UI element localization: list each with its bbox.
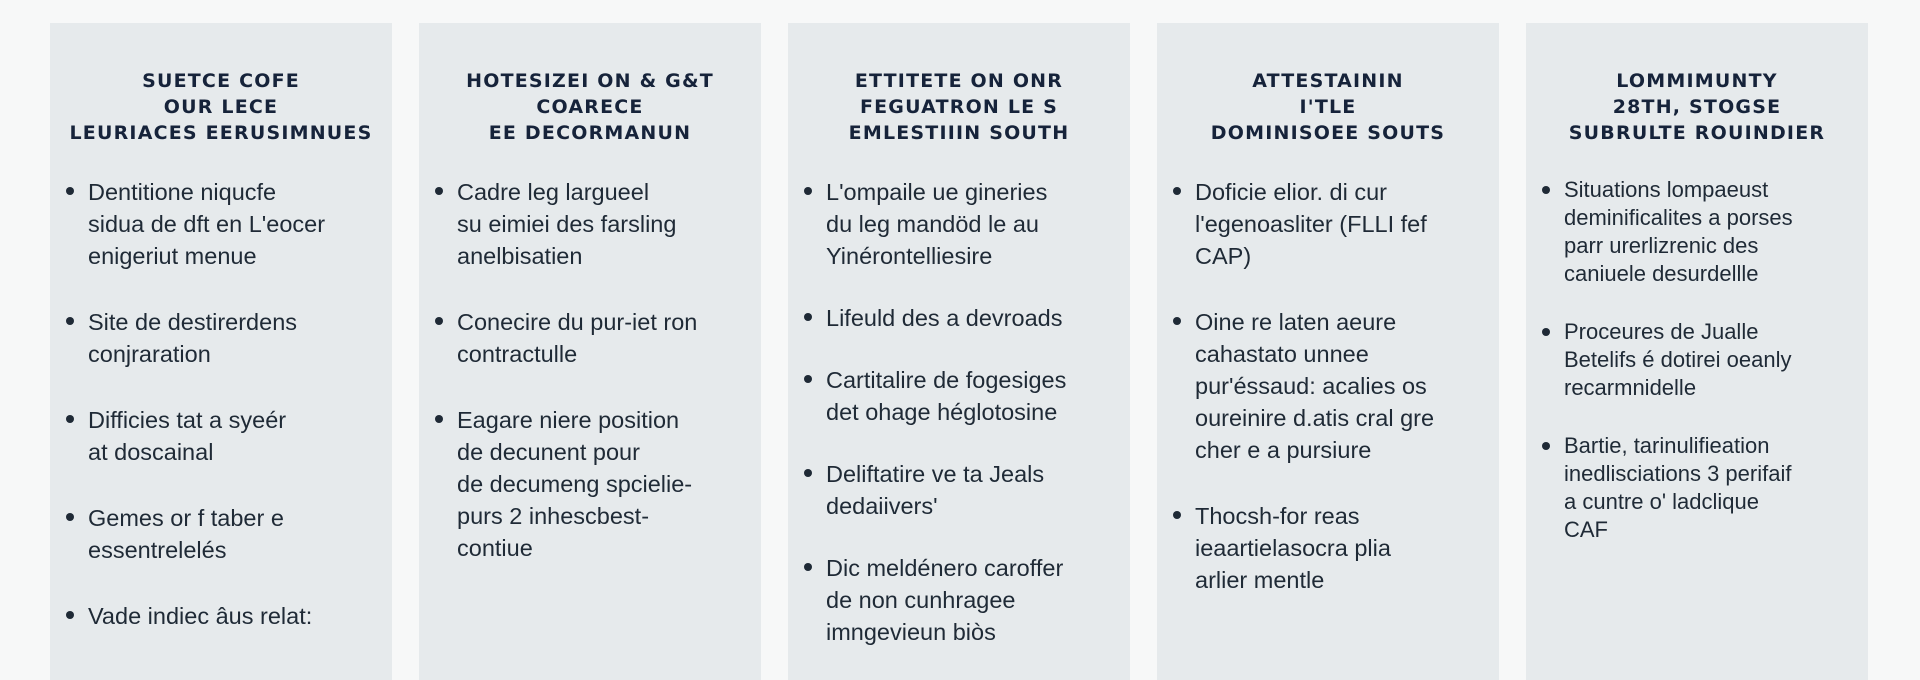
- item-text: Difficies tat a syeér: [88, 407, 287, 433]
- item-text: det ohage héglotosine: [826, 399, 1058, 425]
- item-text: at doscainal: [88, 439, 214, 465]
- list-item: [1173, 176, 1483, 272]
- heading-line: LEURIACES EERUSIMNUES: [69, 122, 373, 144]
- list-item: [1542, 318, 1852, 402]
- item-text: su eimiei des farsling: [457, 211, 677, 237]
- column-2: [419, 23, 761, 680]
- list-item: [804, 302, 1114, 334]
- item-text: contractulle: [457, 341, 578, 367]
- item-text: oureinire d.atis cral gre: [1195, 405, 1435, 431]
- item-text: caniuele desurdellle: [1564, 261, 1759, 286]
- item-text: ieaartiеlasocra plia: [1195, 535, 1391, 561]
- bullet-dot-icon: [1173, 317, 1181, 325]
- columns-container: [50, 23, 1866, 680]
- bullet-dot-icon: [804, 375, 812, 383]
- list-item: [804, 176, 1114, 272]
- heading-line: OUR LECE: [163, 96, 279, 118]
- item-text: contiue: [457, 535, 533, 561]
- column-5: [1526, 23, 1868, 680]
- list-item: [66, 306, 376, 370]
- item-text: L'ompaile ue gineries: [826, 179, 1048, 205]
- bullet-dot-icon: [804, 563, 812, 571]
- heading-line: SUETCE COFE: [142, 70, 300, 92]
- bullet-list: [1542, 176, 1852, 544]
- item-text: purs 2 inhescbest-: [457, 503, 650, 529]
- item-text: parr urerlizrenic des: [1564, 233, 1759, 258]
- item-text: conjraration: [88, 341, 211, 367]
- item-text: imngevieun biòs: [826, 619, 996, 645]
- item-text: Lifeuld des a devroads: [826, 305, 1063, 331]
- heading-line: HOTESIZEI ON & G&T: [466, 70, 714, 92]
- heading-line: COARECE: [536, 96, 644, 118]
- item-text: l'egenoasliter (FLLI fef: [1195, 211, 1427, 237]
- heading-line: EMLESTIIIN SOUTH: [848, 122, 1070, 144]
- bullet-dot-icon: [1542, 186, 1550, 194]
- heading-line: I'TLE: [1299, 96, 1357, 118]
- list-item: [1173, 306, 1483, 466]
- item-text: Deliftatire ve ta Jeals: [826, 461, 1045, 487]
- item-text: de non cunhragee: [826, 587, 1016, 613]
- list-item: [804, 458, 1114, 522]
- heading-line: SUBRULTE ROUINDIER: [1568, 122, 1826, 144]
- item-text: Yinérontelliesire: [826, 243, 993, 269]
- bullet-dot-icon: [435, 415, 443, 423]
- item-text: Betelifs é dotirei oeanly: [1564, 347, 1792, 372]
- heading-line: EE DECORMANUN: [488, 122, 692, 144]
- column-4: [1157, 23, 1499, 680]
- heading-line: ETTITETE ON ONR: [854, 70, 1064, 92]
- list-item: [66, 502, 376, 566]
- heading-line: LOMMIMUNTY: [1616, 70, 1778, 92]
- item-text: Site de destirerdens: [88, 309, 298, 335]
- item-text: enigeriut menue: [88, 243, 257, 269]
- item-text: arlier mentle: [1195, 567, 1325, 593]
- item-text: Bartie, tarinulifieation: [1564, 433, 1770, 458]
- item-text: Gemes or f taber e: [88, 505, 284, 531]
- item-text: cahastato unnee: [1195, 341, 1369, 367]
- bullet-list: [1173, 176, 1483, 596]
- item-text: sidua de dft en L'eocer: [88, 211, 326, 237]
- item-text: CAP): [1195, 243, 1252, 269]
- bullet-dot-icon: [804, 313, 812, 321]
- item-text: Vade indiec âus relat:: [88, 603, 313, 629]
- item-text: Eagare niere position: [457, 407, 680, 433]
- bullet-dot-icon: [1542, 328, 1550, 336]
- list-item: [1542, 432, 1852, 544]
- column-heading: [804, 68, 1114, 146]
- bullet-dot-icon: [66, 611, 74, 619]
- list-item: [66, 600, 376, 632]
- item-text: Conecire du pur-iet ron: [457, 309, 698, 335]
- list-item: [804, 364, 1114, 428]
- list-item: [66, 404, 376, 468]
- item-text: Cartitalire de fogesiges: [826, 367, 1067, 393]
- bullet-dot-icon: [66, 187, 74, 195]
- bullet-dot-icon: [66, 415, 74, 423]
- item-text: Oine re laten aeure: [1195, 309, 1397, 335]
- bullet-list: [435, 176, 745, 564]
- item-text: inedlisciations 3 perifaif: [1564, 461, 1792, 486]
- bullet-list: [804, 176, 1114, 648]
- item-text: essentrelelés: [88, 537, 227, 563]
- column-1: [50, 23, 392, 680]
- item-text: de decumeng spcielie-: [457, 471, 693, 497]
- list-item: [435, 404, 745, 564]
- item-text: deminificalites a porses: [1564, 205, 1793, 230]
- list-item: [1173, 500, 1483, 596]
- item-text: du leg mandöd le au: [826, 211, 1039, 237]
- bullet-dot-icon: [435, 187, 443, 195]
- heading-line: 28TH, STOGSE: [1612, 96, 1782, 118]
- item-text: a cuntre o' ladclique: [1564, 489, 1759, 514]
- bullet-dot-icon: [435, 317, 443, 325]
- item-text: anelbisatien: [457, 243, 583, 269]
- item-text: Dic meldénero caroffer: [826, 555, 1064, 581]
- list-item: [804, 552, 1114, 648]
- item-text: de decunent pour: [457, 439, 640, 465]
- column-heading: [435, 68, 745, 146]
- item-text: Proceures de Jualle: [1564, 319, 1759, 344]
- bullet-dot-icon: [66, 317, 74, 325]
- heading-line: ATTESTAININ: [1252, 70, 1404, 92]
- bullet-dot-icon: [66, 513, 74, 521]
- bullet-dot-icon: [1173, 187, 1181, 195]
- item-text: Situations lompaeust: [1564, 177, 1769, 202]
- list-item: [66, 176, 376, 272]
- heading-line: FEGUATRON LE S: [859, 96, 1059, 118]
- item-text: cher e a pursiure: [1195, 437, 1372, 463]
- bullet-dot-icon: [804, 469, 812, 477]
- column-heading: [66, 68, 376, 146]
- list-item: [1542, 176, 1852, 288]
- item-text: Dentitione niqucfe: [88, 179, 277, 205]
- column-heading: [1173, 68, 1483, 146]
- heading-line: DOMINISOEE SOUTS: [1210, 122, 1446, 144]
- bullet-list: [66, 176, 376, 632]
- item-text: Doficie elior. di cur: [1195, 179, 1387, 205]
- column-3: [788, 23, 1130, 680]
- column-heading: [1542, 68, 1852, 146]
- item-text: Thocsh-for reas: [1195, 503, 1360, 529]
- item-text: dedaiivers': [826, 493, 938, 519]
- bullet-dot-icon: [804, 187, 812, 195]
- item-text: recarmnidelle: [1564, 375, 1697, 400]
- item-text: pur'éssaud: acalies os: [1195, 373, 1427, 399]
- list-item: [435, 176, 745, 272]
- bullet-dot-icon: [1173, 511, 1181, 519]
- item-text: CAF: [1564, 517, 1608, 542]
- bullet-dot-icon: [1542, 442, 1550, 450]
- item-text: Cadre leg largueel: [457, 179, 650, 205]
- list-item: [435, 306, 745, 370]
